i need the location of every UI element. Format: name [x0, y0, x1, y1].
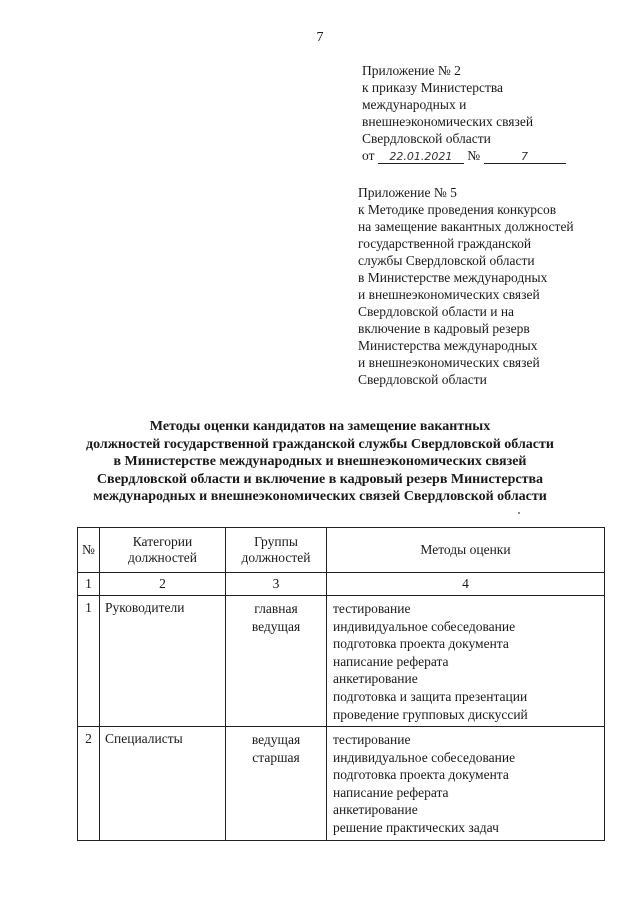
table-header-row: [78, 528, 605, 573]
title-line: международных и внешнеэкономических связей Свердловской области: [93, 489, 547, 505]
annex-2-line: Приложение № 2: [362, 63, 461, 78]
method-item: тестирование: [333, 601, 411, 616]
annex-5-block: [358, 184, 574, 388]
annex-2-block: [362, 62, 566, 164]
column-number: 1: [78, 573, 100, 596]
method-item: индивидуальное собеседование: [333, 749, 516, 765]
document-title: [40, 418, 600, 506]
row-methods: [327, 596, 605, 727]
group-item: ведущая: [251, 732, 301, 747]
annex-5-line: к Методике проведения конкурсов: [358, 202, 557, 217]
group-item: главная: [254, 601, 298, 616]
annex-5-line: Приложение № 5: [358, 185, 457, 200]
method-item: подготовка проекта документа: [333, 636, 509, 652]
method-item: подготовка и защита презентации: [333, 688, 528, 704]
annex-2-line: международных и: [362, 97, 467, 112]
header-cell-number: №: [78, 528, 100, 573]
group-item: старшая: [252, 749, 300, 765]
annex-5-line: на замещение вакантных должностей: [358, 219, 574, 234]
header-cell-category: Категории должностей: [100, 528, 226, 573]
table-row: [78, 727, 605, 841]
column-number: 2: [100, 573, 226, 596]
row-methods: [327, 727, 605, 841]
page-number: 7: [316, 30, 324, 45]
header-cell-groups: Группы должностей: [226, 528, 327, 573]
method-item: индивидуальное собеседование: [333, 618, 516, 634]
row-category: Специалисты: [100, 727, 226, 841]
scan-speck: [518, 512, 520, 514]
method-item: анкетирование: [333, 671, 418, 687]
number-prefix: №: [467, 148, 481, 163]
annex-5-line: в Министерстве международных: [358, 270, 548, 285]
column-number-row: [78, 573, 605, 596]
annex-2-line: внешнеэкономических связей: [362, 114, 534, 129]
column-number: 4: [327, 573, 605, 596]
method-item: решение практических задач: [333, 819, 499, 835]
annex-2-line: Свердловской области: [362, 131, 491, 146]
table-row: [78, 596, 605, 727]
annex-2-line: к приказу Министерства: [362, 80, 504, 95]
title-line: в Министерстве международных и внешнеэкономических связей: [113, 454, 527, 470]
annex-5-line: Свердловской области: [358, 372, 487, 387]
row-groups: [226, 596, 327, 727]
method-item: анкетирование: [333, 802, 418, 818]
method-item: тестирование: [333, 732, 411, 747]
annex-5-line: Министерства международных: [358, 338, 538, 353]
method-item: подготовка проекта документа: [333, 767, 509, 783]
method-item: написание реферата: [333, 653, 449, 669]
annex-5-line: Свердловской области и на: [358, 304, 515, 319]
row-category: Руководители: [100, 596, 226, 727]
title-line: Методы оценки кандидатов на замещение вакантных: [149, 419, 491, 434]
annex-5-line: государственной гражданской: [358, 236, 532, 251]
row-index: 1: [78, 596, 100, 727]
order-number-handwritten: 7: [484, 151, 566, 164]
title-line: должностей государственной гражданской службы Свердловской области: [86, 436, 554, 452]
column-number: 3: [226, 573, 327, 596]
method-item: проведение групповых дискуссий: [333, 706, 528, 722]
annex-5-line: и внешнеэкономических связей: [358, 287, 540, 302]
methods-table: [77, 527, 605, 841]
annex-5-line: и внешнеэкономических связей: [358, 355, 540, 370]
order-date-line: [362, 147, 566, 164]
title-line: Свердловской области и включение в кадровый резерв Министерства: [96, 471, 544, 487]
annex-5-line: службы Свердловской области: [358, 253, 535, 268]
header-cell-methods: Методы оценки: [327, 528, 605, 573]
method-item: написание реферата: [333, 784, 449, 800]
annex-5-line: включение в кадровый резерв: [358, 321, 530, 336]
group-item: ведущая: [251, 618, 301, 634]
order-date-handwritten: 22.01.2021: [378, 151, 464, 164]
date-prefix: от: [362, 148, 375, 163]
row-groups: [226, 727, 327, 841]
row-index: 2: [78, 727, 100, 841]
